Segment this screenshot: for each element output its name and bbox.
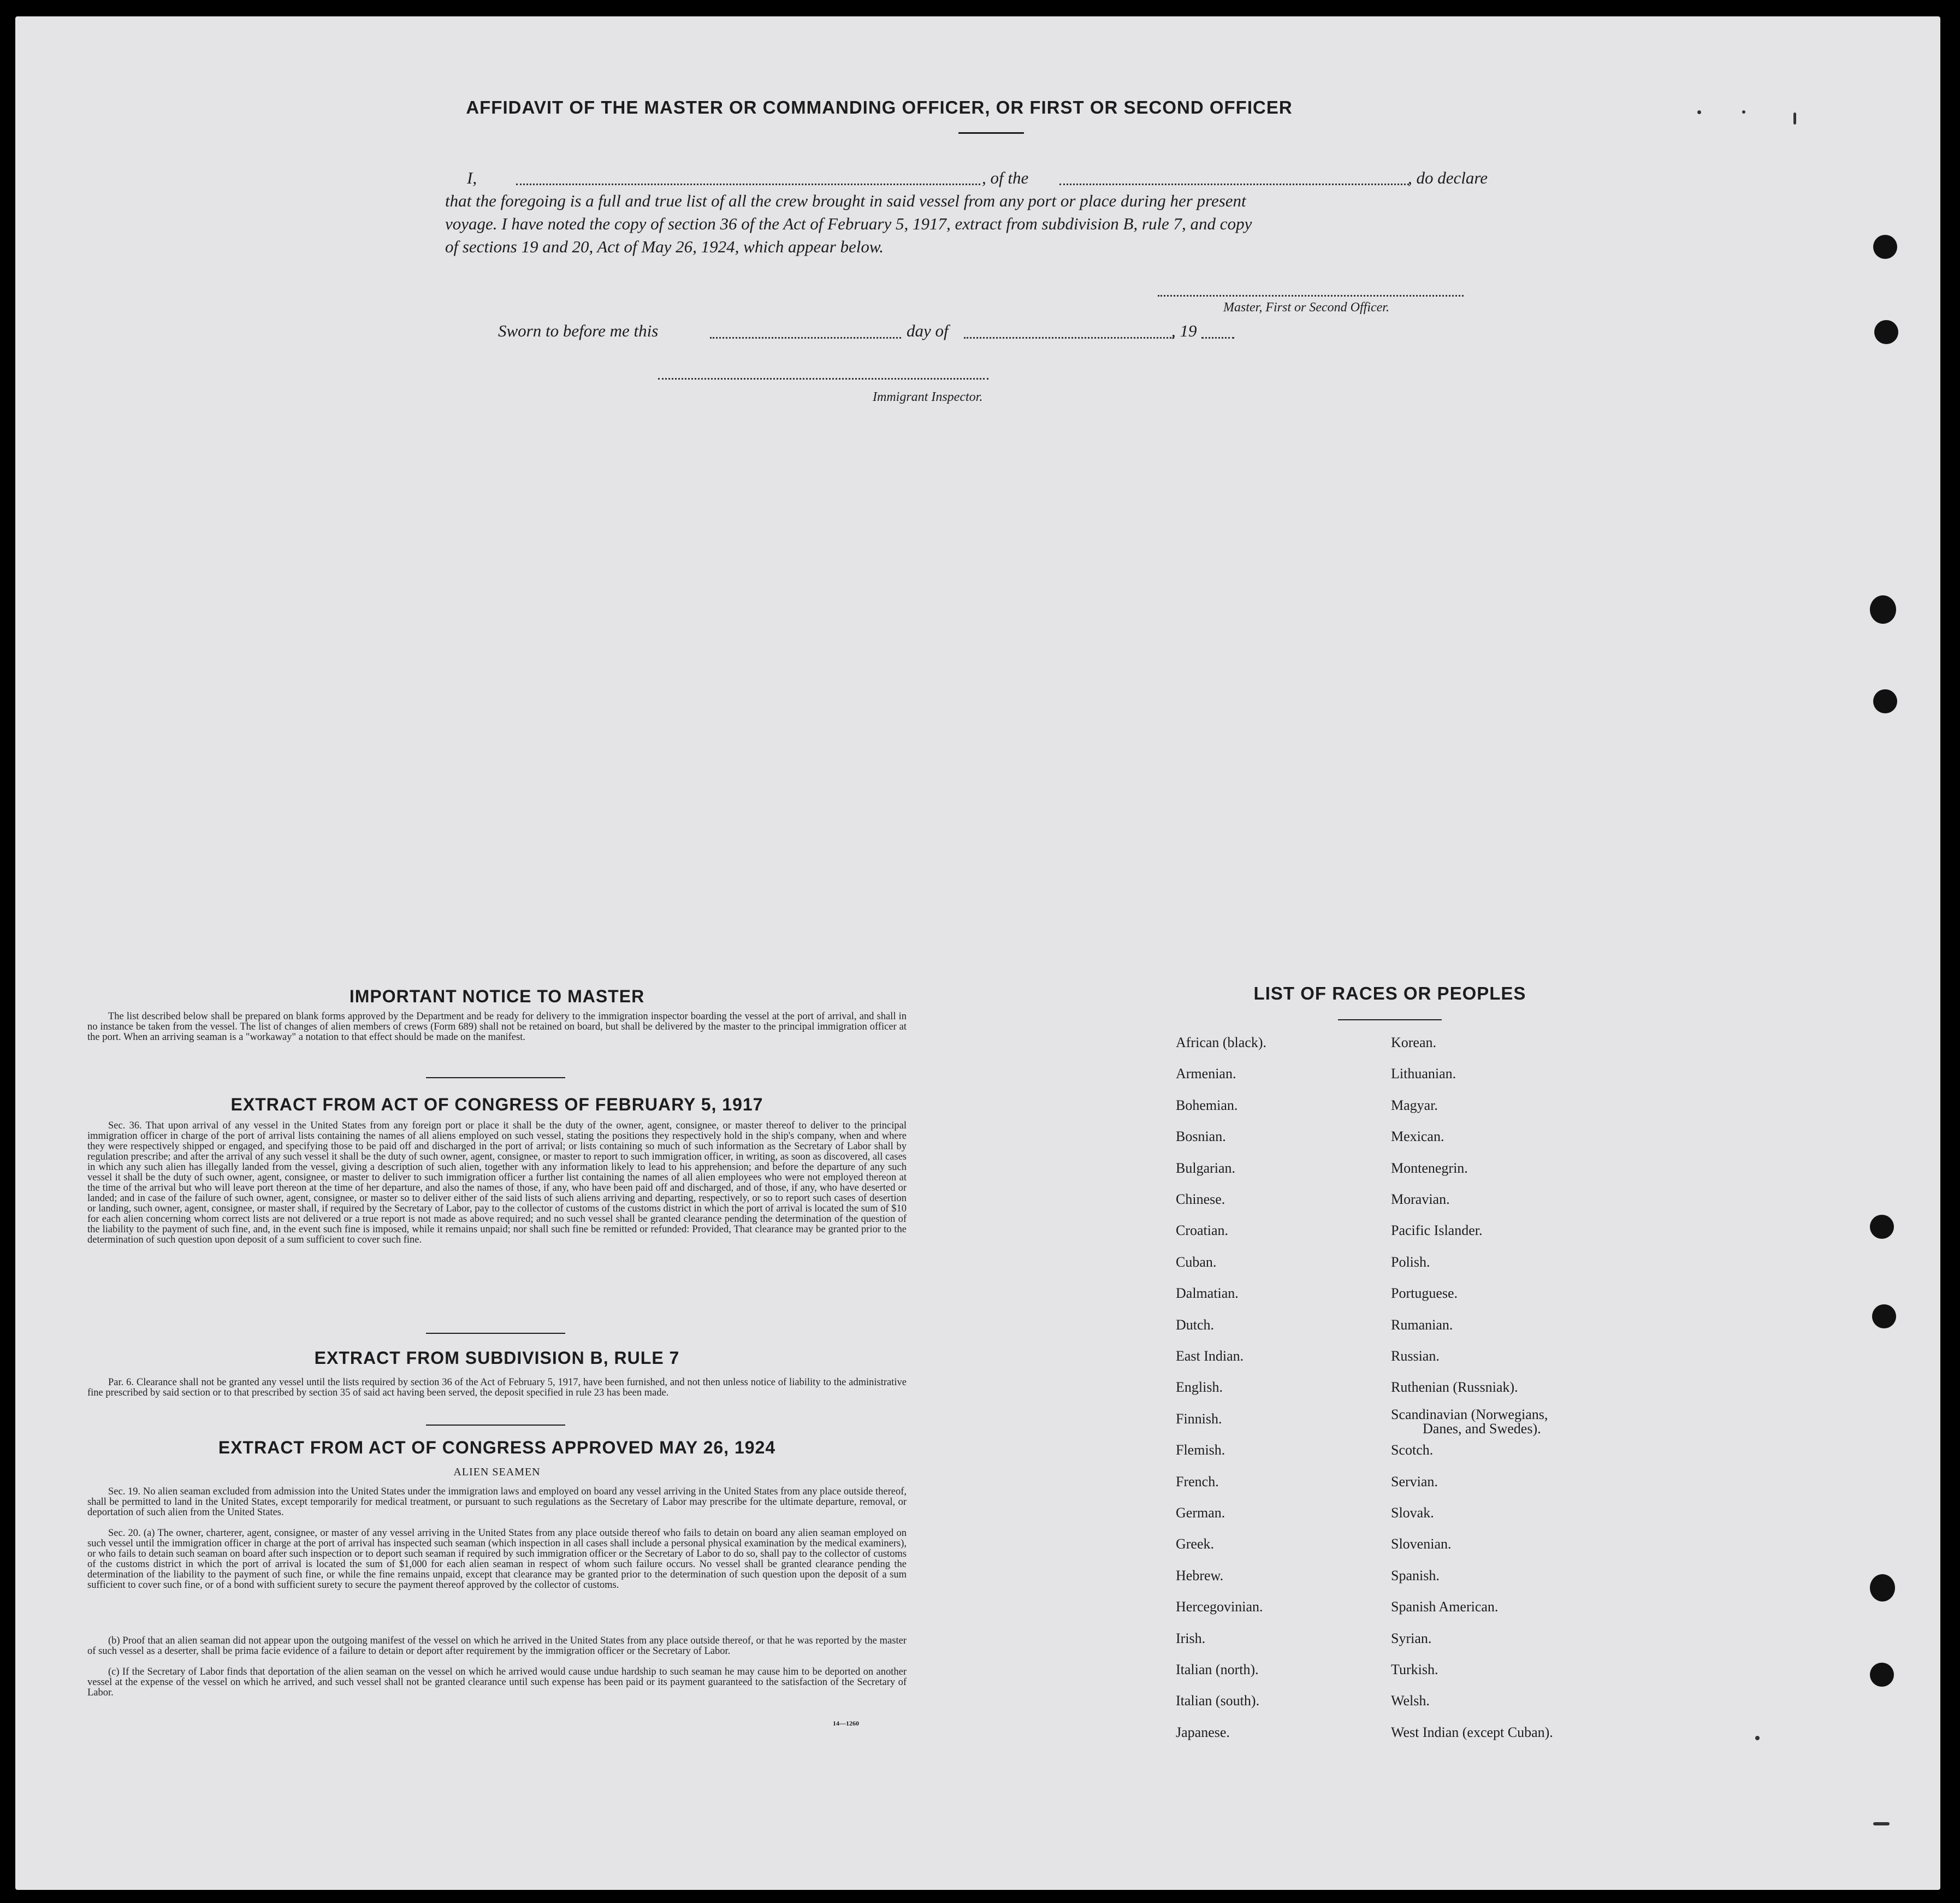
race-item-right: Polish. — [1391, 1254, 1430, 1270]
name-blank[interactable] — [516, 184, 980, 185]
title-rule — [958, 132, 1024, 134]
race-item-right: Scandinavian (Norwegians, — [1391, 1406, 1548, 1422]
race-item-left: African (black). — [1176, 1035, 1267, 1050]
punch-hole — [1870, 1663, 1894, 1687]
extract-1917-body: Sec. 36. That upon arrival of any vessel in the United States from any foreign port or place it shall be the duty of the owner, agent, consignee, or master thereof to deliver to the principal immigration officer in charge of the port of arrival lists containing the names of all aliens employed on such vessel, stating the positions they respectively hold in the ship's company, when and where they were respectively shipped or engaged, and specifying those to be paid off and discharged in the port of arrival; or lists containing so much of such information as the Secretary of Labor shall by regulation prescribe; and after the arrival of any such vessel it shall be the duty of such owner, agent, consignee, or master to report to such immigration officer, in writing, as soon as discovered, all cases in which any such alien has illegally landed from the vessel, giving a description of such alien, together with any information likely to lead to his apprehension; and before the departure of any such vessel it shall be the duty of such owner, agent, consignee, or master to deliver to such immigration officer a further list containing the names of all alien employees who were not employed thereon at the time of the arrival but who will leave port thereon at the time of her departure, and also the names of those, if any, who have been paid off and discharged, and of those, if any, who have deserted or landed; and in case of the failure of such owner, agent, consignee, or master so to deliver either of the said lists of such aliens arriving and departing, respectively, or so to report such cases of desertion or landing, such owner, agent, consignee, or master shall, if required by the Secretary of Labor, pay to the collector of customs of the customs district in which the port of arrival is located the sum of $10 for each alien concerning whom correct lists are not delivered or a true report is not made as above required; and no such vessel shall be granted clearance pending the determination of the question of the liability to the payment of such fine, and, in the event such fine is imposed, while it remains unpaid; nor shall such fine be remitted or refunded: Provided, That clearance may be granted prior to the determination of such question upon deposit of a sum sufficient to cover such fine. — [87, 1120, 907, 1245]
notice-title: IMPORTANT NOTICE TO MASTER — [349, 986, 645, 1006]
punch-hole — [1870, 595, 1896, 624]
race-item-right: Korean. — [1391, 1035, 1437, 1050]
punch-hole — [1873, 235, 1897, 259]
affidavit-line-3: voyage. I have noted the copy of section 36 of the Act of February 5, 1917, extract from subdivision B, rule 7, and copy — [445, 214, 1252, 233]
race-item-right-continuation: Danes, and Swedes). — [1423, 1420, 1541, 1437]
affidavit-line-2: that the foregoing is a full and true list of all the crew brought in said vessel from any port or place during her present — [445, 191, 1246, 210]
extract-1924-title: EXTRACT FROM ACT OF CONGRESS APPROVED MAY 26, 1924 — [218, 1438, 776, 1457]
race-item-left: English. — [1176, 1379, 1223, 1396]
affidavit-title: AFFIDAVIT OF THE MASTER OR COMMANDING OFFICER, OR FIRST OR SECOND OFFICER — [466, 97, 1293, 117]
race-item-left: Japanese. — [1176, 1724, 1230, 1740]
race-item-left: Irish. — [1176, 1630, 1206, 1646]
race-item-left: Dutch. — [1176, 1316, 1215, 1333]
race-item-right: Spanish American. — [1391, 1599, 1499, 1615]
inspector-label: Immigrant Inspector. — [873, 390, 983, 404]
vessel-blank[interactable] — [1059, 184, 1409, 185]
rule7-title: EXTRACT FROM SUBDIVISION B, RULE 7 — [314, 1348, 680, 1368]
race-item-left: Dalmatian. — [1176, 1285, 1239, 1302]
speck — [1697, 110, 1701, 114]
race-item-left: Greek. — [1176, 1536, 1215, 1552]
race-item-left: Bohemian. — [1176, 1097, 1238, 1113]
affidavit-line-4: of sections 19 and 20, Act of May 26, 1924, which appear below. — [445, 237, 884, 256]
race-item-right: Slovenian. — [1391, 1536, 1452, 1552]
of-the-label: , of the — [982, 168, 1029, 187]
race-item-left: Italian (south). — [1176, 1693, 1260, 1709]
speck — [1793, 113, 1796, 125]
sec19-text: Sec. 19. No alien seaman excluded from admission into the United States under the immigration laws and employed on board any vessel arriving in the United States from any place outside thereof, shall be permitted to land in the United States, except temporarily for medical treatment, or pursuant to such regulations as the Secretary of Labor may prescribe for the ultimate departure, removal, or deportation of such alien from the United States. — [87, 1486, 907, 1518]
race-item-right: Servian. — [1391, 1473, 1438, 1490]
race-item-left: Chinese. — [1176, 1191, 1225, 1207]
speck — [1755, 1736, 1760, 1740]
speck — [1742, 110, 1745, 114]
master-signature-line[interactable] — [1158, 295, 1464, 297]
race-item-left: Bosnian. — [1176, 1128, 1226, 1145]
race-item-left: Bulgarian. — [1176, 1160, 1236, 1176]
day-of-label: day of — [907, 321, 949, 340]
race-item-right: Mexican. — [1391, 1128, 1444, 1145]
race-item-right: Ruthenian (Russniak). — [1391, 1379, 1518, 1396]
race-item-right: Moravian. — [1391, 1191, 1450, 1207]
rule7-divider — [426, 1425, 565, 1426]
do-declare-label: , do declare — [1408, 168, 1488, 187]
speck — [1873, 1822, 1890, 1825]
race-item-left: Hercegovinian. — [1176, 1599, 1263, 1615]
race-item-right: Welsh. — [1391, 1693, 1430, 1709]
rule7-body: Par. 6. Clearance shall not be granted any vessel until the lists required by section 36 of the Act of February 5, 1917, have been furnished, and not then unless notice of liability to the administrative fine prescribed by said section or to that prescribed by section 35 of said act having been served, the deposit specified in rule 23 has been made. — [87, 1377, 907, 1398]
race-item-right: Scotch. — [1391, 1442, 1434, 1458]
sworn-day-blank[interactable] — [710, 337, 901, 339]
race-item-left: German. — [1176, 1505, 1225, 1521]
race-item-right: Pacific Islander. — [1391, 1222, 1483, 1239]
race-item-right: Lithuanian. — [1391, 1066, 1456, 1082]
race-item-right: Magyar. — [1391, 1097, 1438, 1113]
sworn-month-blank[interactable] — [964, 337, 1174, 339]
race-item-left: East Indian. — [1176, 1348, 1244, 1364]
document-page — [15, 16, 1940, 1890]
punch-hole — [1870, 1215, 1894, 1239]
races-title: LIST OF RACES OR PEOPLES — [1253, 983, 1526, 1003]
extract-1917-divider — [426, 1333, 565, 1334]
races-title-rule — [1338, 1019, 1442, 1020]
year-label: , 19 — [1171, 321, 1197, 340]
race-item-right: West Indian (except Cuban). — [1391, 1724, 1553, 1740]
sec20b-text: (b) Proof that an alien seaman did not appear upon the outgoing manifest of the vessel on which he arrived in the United States from any place outside thereof, or that he was reported by the master of such vessel as a deserter, shall be prima facie evidence of a failure to detain or deport after requirement by the immigration officer or the Secretary of Labor. — [87, 1635, 907, 1657]
master-label: Master, First or Second Officer. — [1223, 300, 1389, 315]
alien-seamen-subtitle: ALIEN SEAMEN — [453, 1466, 541, 1478]
sworn-label: Sworn to before me this — [498, 321, 659, 340]
race-item-left: Cuban. — [1176, 1254, 1217, 1270]
race-item-right: Spanish. — [1391, 1567, 1440, 1583]
punch-hole — [1873, 689, 1897, 713]
sworn-year-blank[interactable] — [1201, 337, 1234, 339]
race-item-right: Montenegrin. — [1391, 1160, 1468, 1176]
inspector-signature-line[interactable] — [658, 378, 988, 380]
race-item-left: Armenian. — [1176, 1066, 1236, 1082]
sec20c-text: (c) If the Secretary of Labor finds that deportation of the alien seaman on the vessel on which he arrived would cause undue hardship to such seaman he may cause him to be deported on another vessel at the expense of the vessel on which he arrived, and such vessel shall not be granted clearance until such expense has been paid or its payment guaranteed to the satisfaction of the Secretary of Labor. — [87, 1666, 907, 1698]
form-number: 14—1260 — [833, 1719, 859, 1727]
race-item-right: Russian. — [1391, 1348, 1440, 1364]
race-item-left: Croatian. — [1176, 1222, 1229, 1239]
punch-hole — [1874, 320, 1898, 344]
race-item-right: Turkish. — [1391, 1662, 1438, 1677]
race-item-left: Italian (north). — [1176, 1662, 1259, 1677]
punch-hole — [1870, 1574, 1895, 1601]
race-item-left: Hebrew. — [1176, 1567, 1224, 1583]
race-item-left: Flemish. — [1176, 1442, 1225, 1458]
race-item-right: Slovak. — [1391, 1505, 1434, 1521]
race-item-left: Finnish. — [1176, 1410, 1222, 1427]
extract-1917-title: EXTRACT FROM ACT OF CONGRESS OF FEBRUARY 5, 1917 — [230, 1095, 763, 1114]
punch-hole — [1872, 1304, 1896, 1328]
notice-divider — [426, 1077, 565, 1078]
race-item-left: French. — [1176, 1473, 1219, 1490]
race-item-right: Portuguese. — [1391, 1285, 1458, 1302]
race-item-right: Syrian. — [1391, 1630, 1432, 1646]
i-label: I, — [467, 168, 477, 187]
sec20a-text: Sec. 20. (a) The owner, charterer, agent, consignee, or master of any vessel arriving in the United States from any place outside thereof who fails to detain on board any alien seaman employed on such vessel until the immigration officer in charge at the port of arrival has inspected such seaman (which inspection in all cases shall include a personal physical examination by the medical examiners), or who fails to detain such seaman on board after such inspection or to deport such seaman if required by such immigration officer or the Secretary of Labor to do so, shall pay to the collector of customs of the customs district in which the port of arrival is located the sum of $1,000 for each alien seaman in respect of whom such failure occurs. No vessel shall be granted clearance pending the determination of the liability to the payment of such fine, or while the fine remains unpaid, except that clearance may be granted prior to the determination of such question upon the deposit of a sum sufficient to cover such fine, or of a bond with sufficient surety to secure the payment thereof approved by the collector of customs. — [87, 1528, 907, 1591]
notice-body: The list described below shall be prepared on blank forms approved by the Department and be ready for delivery to the immigration inspector boarding the vessel at the port of arrival, and shall in no instance be taken from the vessel. The list of changes of alien members of crews (Form 689) shall not be retained on board, but shall be delivered by the master to the principal immigration officer at the port. When an arriving seaman is a "workaway" a notation to that effect should be made on the manifest. — [87, 1011, 907, 1043]
race-item-right: Rumanian. — [1391, 1316, 1453, 1333]
